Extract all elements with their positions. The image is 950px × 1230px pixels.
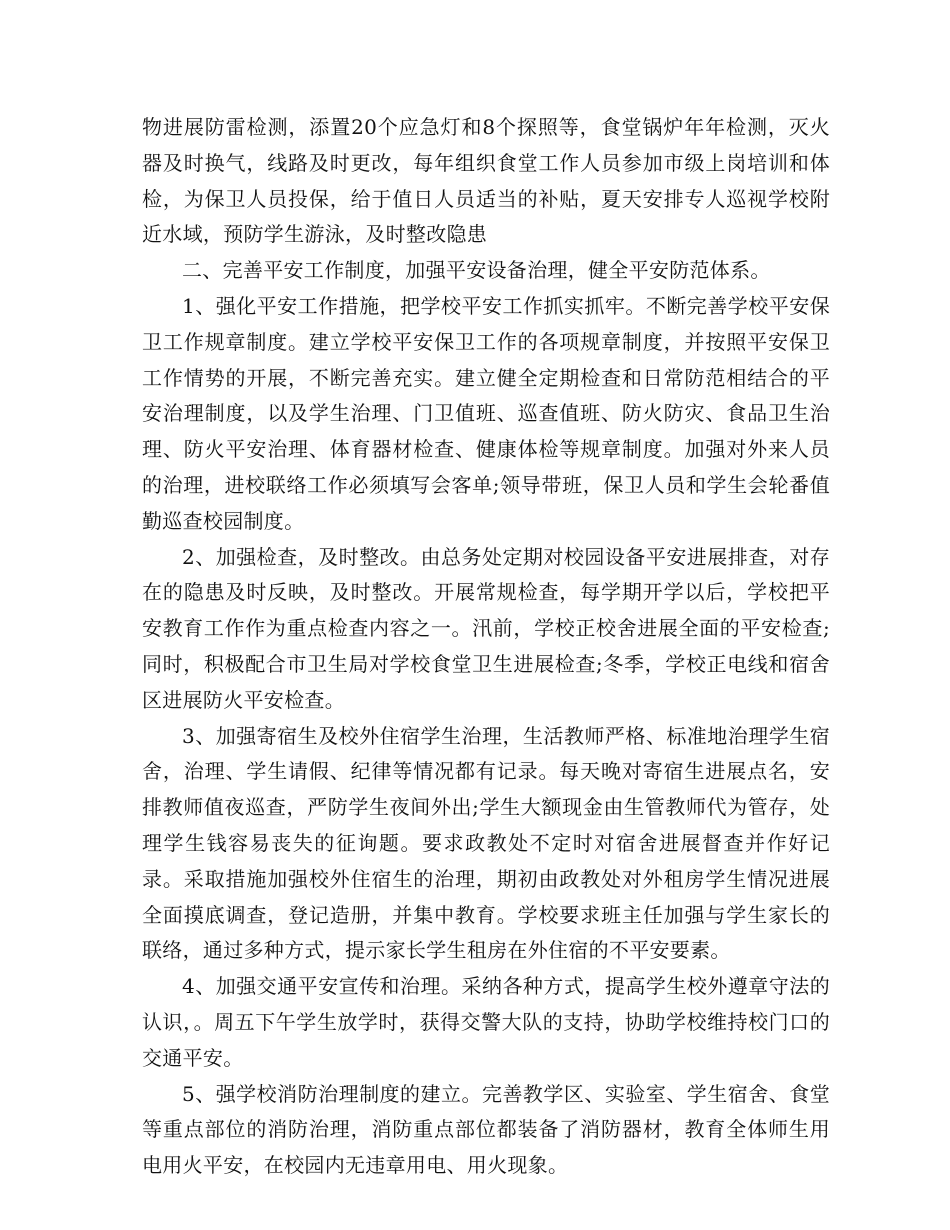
section-heading-two: 二、完善平安工作制度，加强平安设备治理，健全平安防范体系。	[182, 258, 771, 283]
paragraph-item-2: 2、加强检查，及时整改。由总务处定期对校园设备平安进展排查，对存在的隐患及时反映，及时整改。开展常规检查，每学期开学以后，学校把平安教育工作作为重点检查内容之一。汛前，学校正校舍进展全面的平安检查;同时，积极配合市卫生局对学校食堂卫生进展检查;冬季，学校正电线和宿舍区进展防火平安检查。	[142, 544, 830, 712]
document-page	[142, 110, 830, 1184]
paragraph-item-5: 5、强学校消防治理制度的建立。完善教学区、实验室、学生宿舍、食堂等重点部位的消防治理，消防重点部位都装备了消防器材，教育全体师生用电用火平安，在校园内无违章用电、用火现象。	[142, 1081, 830, 1178]
paragraph-item-4: 4、加强交通平安宣传和治理。采纳各种方式，提高学生校外遵章守法的认识，。周五下午学生放学时，获得交警大队的支持，协助学校维持校门口的交通平安。	[142, 974, 830, 1070]
paragraph-continuation: 物进展防雷检测，添置20个应急灯和8个探照等，食堂锅炉年年检测，灭火器及时换气，线路及时更改，每年组织食堂工作人员参加市级上岗培训和体检，为保卫人员投保，给于值日人员适当的补贴，夏天安排专人巡视学校附近水域，预防学生游泳，及时整改隐患	[142, 115, 830, 247]
paragraph-item-1: 1、强化平安工作措施，把学校平安工作抓实抓牢。不断完善学校平安保卫工作规章制度。建立学校平安保卫工作的各项规章制度，并按照平安保卫工作情势的开展，不断完善充实。建立健全定期检查和日常防范相结合的平安治理制度，以及学生治理、门卫值班、巡查值班、防火防灾、食品卫生治理、防火平安治理、体育器材检查、健康体检等规章制度。加强对外来人员的治理，进校联络工作必须填写会客单;领导带班，保卫人员和学生会轮番值勤巡查校园制度。	[142, 293, 830, 533]
paragraph-item-3: 3、加强寄宿生及校外住宿学生治理，生活教师严格、标准地治理学生宿舍，治理、学生请假、纪律等情况都有记录。每天晚对寄宿生进展点名，安排教师值夜巡查，严防学生夜间外出;学生大额现金由生管教师代为管存，处理学生钱容易丧失的征询题。要求政教处不定时对宿舍进展督查并作好记录。采取措施加强校外住宿生的治理，期初由政教处对外租房学生情况进展全面摸底调查，登记造册，并集中教育。学校要求班主任加强与学生家长的联络，通过多种方式，提示家长学生租房在外住宿的不平安要素。	[142, 723, 830, 963]
